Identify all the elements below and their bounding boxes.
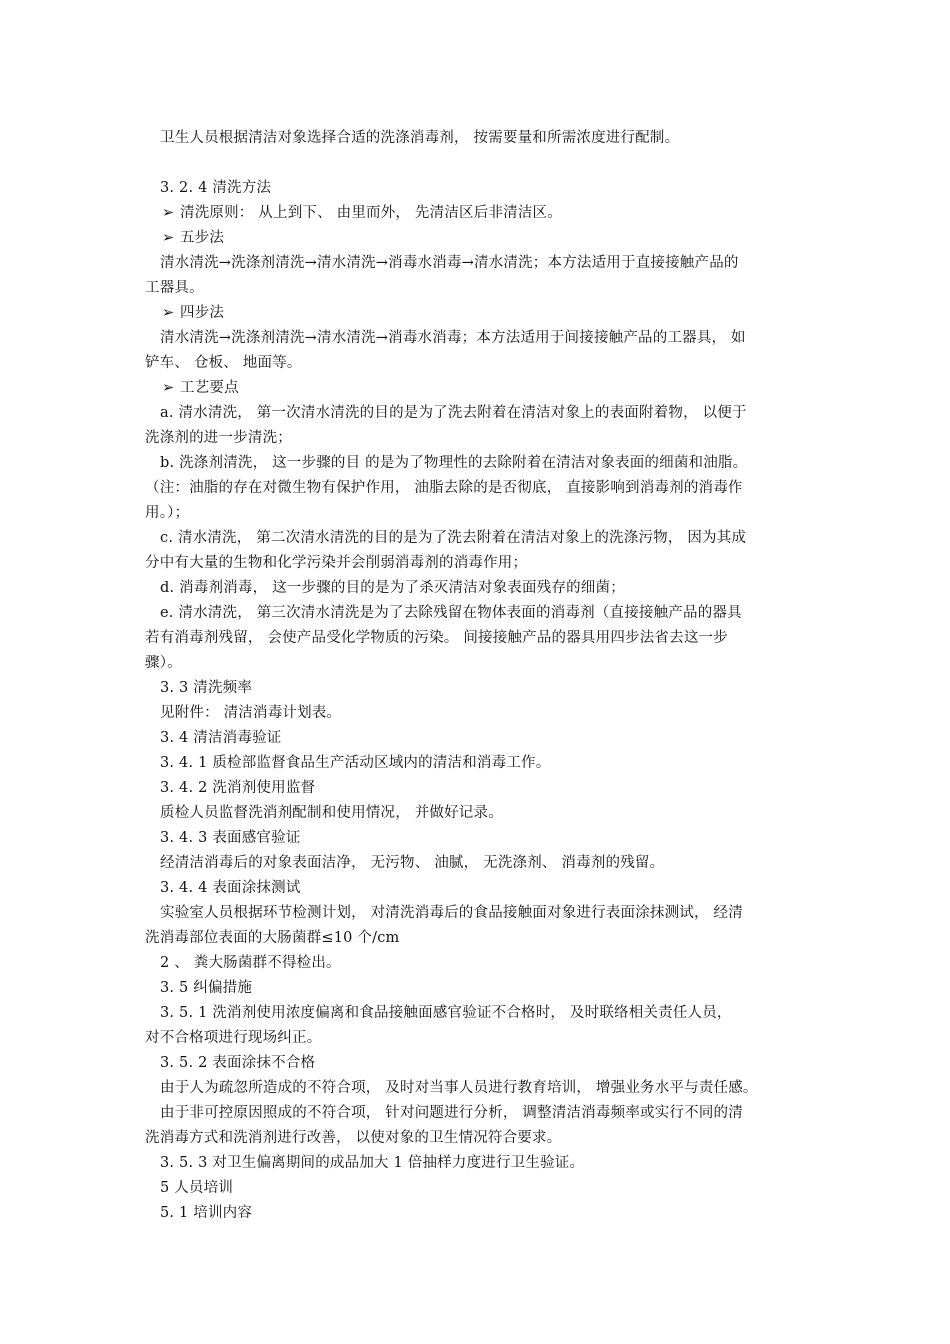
section-heading: [0, 1053, 950, 1073]
paragraph-line: [0, 1153, 950, 1173]
paragraph-line: [0, 1003, 950, 1023]
line-text: 3. 4 清洁消毒验证: [160, 730, 282, 746]
paragraph-line: [0, 628, 950, 648]
line-text: 3. 5 纠偏措施: [160, 980, 253, 996]
paragraph-line: [0, 253, 950, 273]
bullet-arrow-icon: ➢: [162, 230, 175, 246]
line-text: 铲车、 仓板、 地面等。: [145, 355, 302, 371]
paragraph-line: [0, 653, 950, 673]
bullet-item: [0, 378, 950, 398]
line-text: 骤）。: [145, 655, 182, 671]
line-text: 见附件： 清洁消毒计划表。: [160, 705, 342, 721]
bullet-item: [0, 203, 950, 223]
line-text: 清水清洗→洗涤剂清洗→清水清洗→消毒水消毒；本方法适用于间接接触产品的工器具， 如: [160, 330, 746, 346]
paragraph-line: [0, 1078, 950, 1098]
paragraph-line: [0, 503, 950, 523]
line-text: 3. 4. 1 质检部监督食品生产活动区域内的清洁和消毒工作。: [160, 755, 551, 771]
bullet-item: [0, 303, 950, 323]
paragraph-line: [0, 403, 950, 423]
paragraph-line: [0, 1028, 950, 1048]
paragraph-line: [0, 1128, 950, 1148]
line-text: 3. 5. 2 表面涂抹不合格: [160, 1055, 316, 1071]
line-text: 工器具。: [145, 280, 204, 296]
line-text: 实验室人员根据环节检测计划， 对清洗消毒后的食品接触面对象进行表面涂抹测试， 经清: [160, 905, 743, 921]
line-text: 3. 3 清洗频率: [160, 680, 253, 696]
line-text: a. 清水清洗， 第一次清水清洗的目的是为了洗去附着在清洁对象上的表面附着物， 以便于: [160, 405, 747, 421]
line-text: 洗涤剂的进一步清洗；: [145, 430, 292, 446]
line-text: 洗消毒方式和洗消剂进行改善， 以使对象的卫生情况符合要求。: [145, 1130, 562, 1146]
line-text: 清水清洗→洗涤剂清洗→清水清洗→消毒水消毒→清水清洗；本方法适用于直接接触产品的: [160, 255, 739, 271]
paragraph-line: [0, 953, 950, 973]
section-heading: [0, 1203, 950, 1223]
section-heading: [0, 178, 950, 198]
line-text: 质检人员监督洗消剂配制和使用情况， 并做好记录。: [160, 805, 503, 821]
line-text: 清洗原则： 从上到下、 由里而外， 先清洁区后非清洁区。: [180, 205, 562, 221]
line-text: 5. 1 培训内容: [160, 1205, 253, 1221]
paragraph-line: [0, 278, 950, 298]
paragraph-line: [0, 1103, 950, 1123]
bullet-arrow-icon: ➢: [162, 380, 175, 396]
line-text: 分中有大量的生物和化学污染并会削弱消毒剂的消毒作用；: [145, 555, 528, 571]
line-text: 若有消毒剂残留， 会使产品受化学物质的污染。 间接接触产品的器具用四步法省去这一步: [145, 630, 728, 646]
line-text: b. 洗涤剂清洗， 这一步骤的目 的是为了物理性的去除附着在清洁对象表面的细菌和油脂。: [160, 455, 748, 471]
paragraph-line: [0, 928, 950, 948]
line-text: 对不合格项进行现场纠正。: [145, 1030, 322, 1046]
line-text: 由于非可控原因照成的不符合项， 针对问题进行分析， 调整清洁消毒频率或实行不同的清: [160, 1105, 743, 1121]
line-text: 5 人员培训: [160, 1180, 234, 1196]
line-text: 洗消毒部位表面的大肠菌群≤10 个/cm: [145, 930, 400, 946]
paragraph-line: [0, 528, 950, 548]
section-heading: [0, 728, 950, 748]
line-text: 由于人为疏忽所造成的不符合项， 及时对当事人员进行教育培训， 增强业务水平与责任感。: [160, 1080, 758, 1096]
paragraph-line: [0, 603, 950, 623]
line-text: 五步法: [180, 230, 225, 246]
paragraph-line: [0, 853, 950, 873]
paragraph-line: [0, 428, 950, 448]
line-text: 3. 5. 3 对卫生偏离期间的成品加大 1 倍抽样力度进行卫生验证。: [160, 1155, 585, 1171]
section-heading: [0, 878, 950, 898]
paragraph-line: [0, 703, 950, 723]
paragraph-line: [0, 453, 950, 473]
line-text: 3. 2. 4 清洗方法: [160, 180, 272, 196]
section-heading: [0, 978, 950, 998]
paragraph-line: [0, 803, 950, 823]
bullet-arrow-icon: ➢: [162, 205, 175, 221]
line-text: c. 清水清洗， 第二次清水清洗的目的是为了洗去附着在清洁对象上的洗涤污物， 因为其成: [160, 530, 747, 546]
line-text: 卫生人员根据清洁对象选择合适的洗涤消毒剂， 按需要量和所需浓度进行配制。: [160, 130, 680, 146]
section-heading: [0, 1178, 950, 1198]
line-text: 2 、 粪大肠菌群不得检出。: [160, 955, 341, 971]
line-text: 3. 5. 1 洗消剂使用浓度偏离和食品接触面感官验证不合格时， 及时联络相关责任人员，: [160, 1005, 732, 1021]
line-text: 3. 4. 2 洗消剂使用监督: [160, 780, 316, 796]
section-heading: [0, 753, 950, 773]
bullet-arrow-icon: ➢: [162, 305, 175, 321]
section-heading: [0, 778, 950, 798]
line-text: 经清洁消毒后的对象表面洁净， 无污物、 油腻， 无洗涤剂、 消毒剂的残留。: [160, 855, 665, 871]
paragraph-line: [0, 353, 950, 373]
section-heading: [0, 678, 950, 698]
paragraph-line: [0, 328, 950, 348]
line-text: 3. 4. 3 表面感官验证: [160, 830, 301, 846]
paragraph-line: [0, 578, 950, 598]
section-heading: [0, 828, 950, 848]
line-text: 用。）；: [145, 505, 190, 521]
line-text: （注：油脂的存在对微生物有保护作用， 油脂去除的是否彻底， 直接影响到消毒剂的消毒作: [145, 480, 743, 496]
paragraph-line: [0, 903, 950, 923]
line-text: 四步法: [180, 305, 225, 321]
line-text: e. 清水清洗， 第三次清水清洗是为了去除残留在物体表面的消毒剂（直接接触产品的器具: [160, 605, 742, 621]
line-text: 工艺要点: [180, 380, 239, 396]
paragraph-line: [0, 478, 950, 498]
paragraph-line: [0, 553, 950, 573]
bullet-item: [0, 228, 950, 248]
line-text: d. 消毒剂消毒， 这一步骤的目的是为了杀灭清洁对象表面残存的细菌；: [160, 580, 625, 596]
line-text: 3. 4. 4 表面涂抹测试: [160, 880, 301, 896]
paragraph-line: [0, 128, 950, 148]
